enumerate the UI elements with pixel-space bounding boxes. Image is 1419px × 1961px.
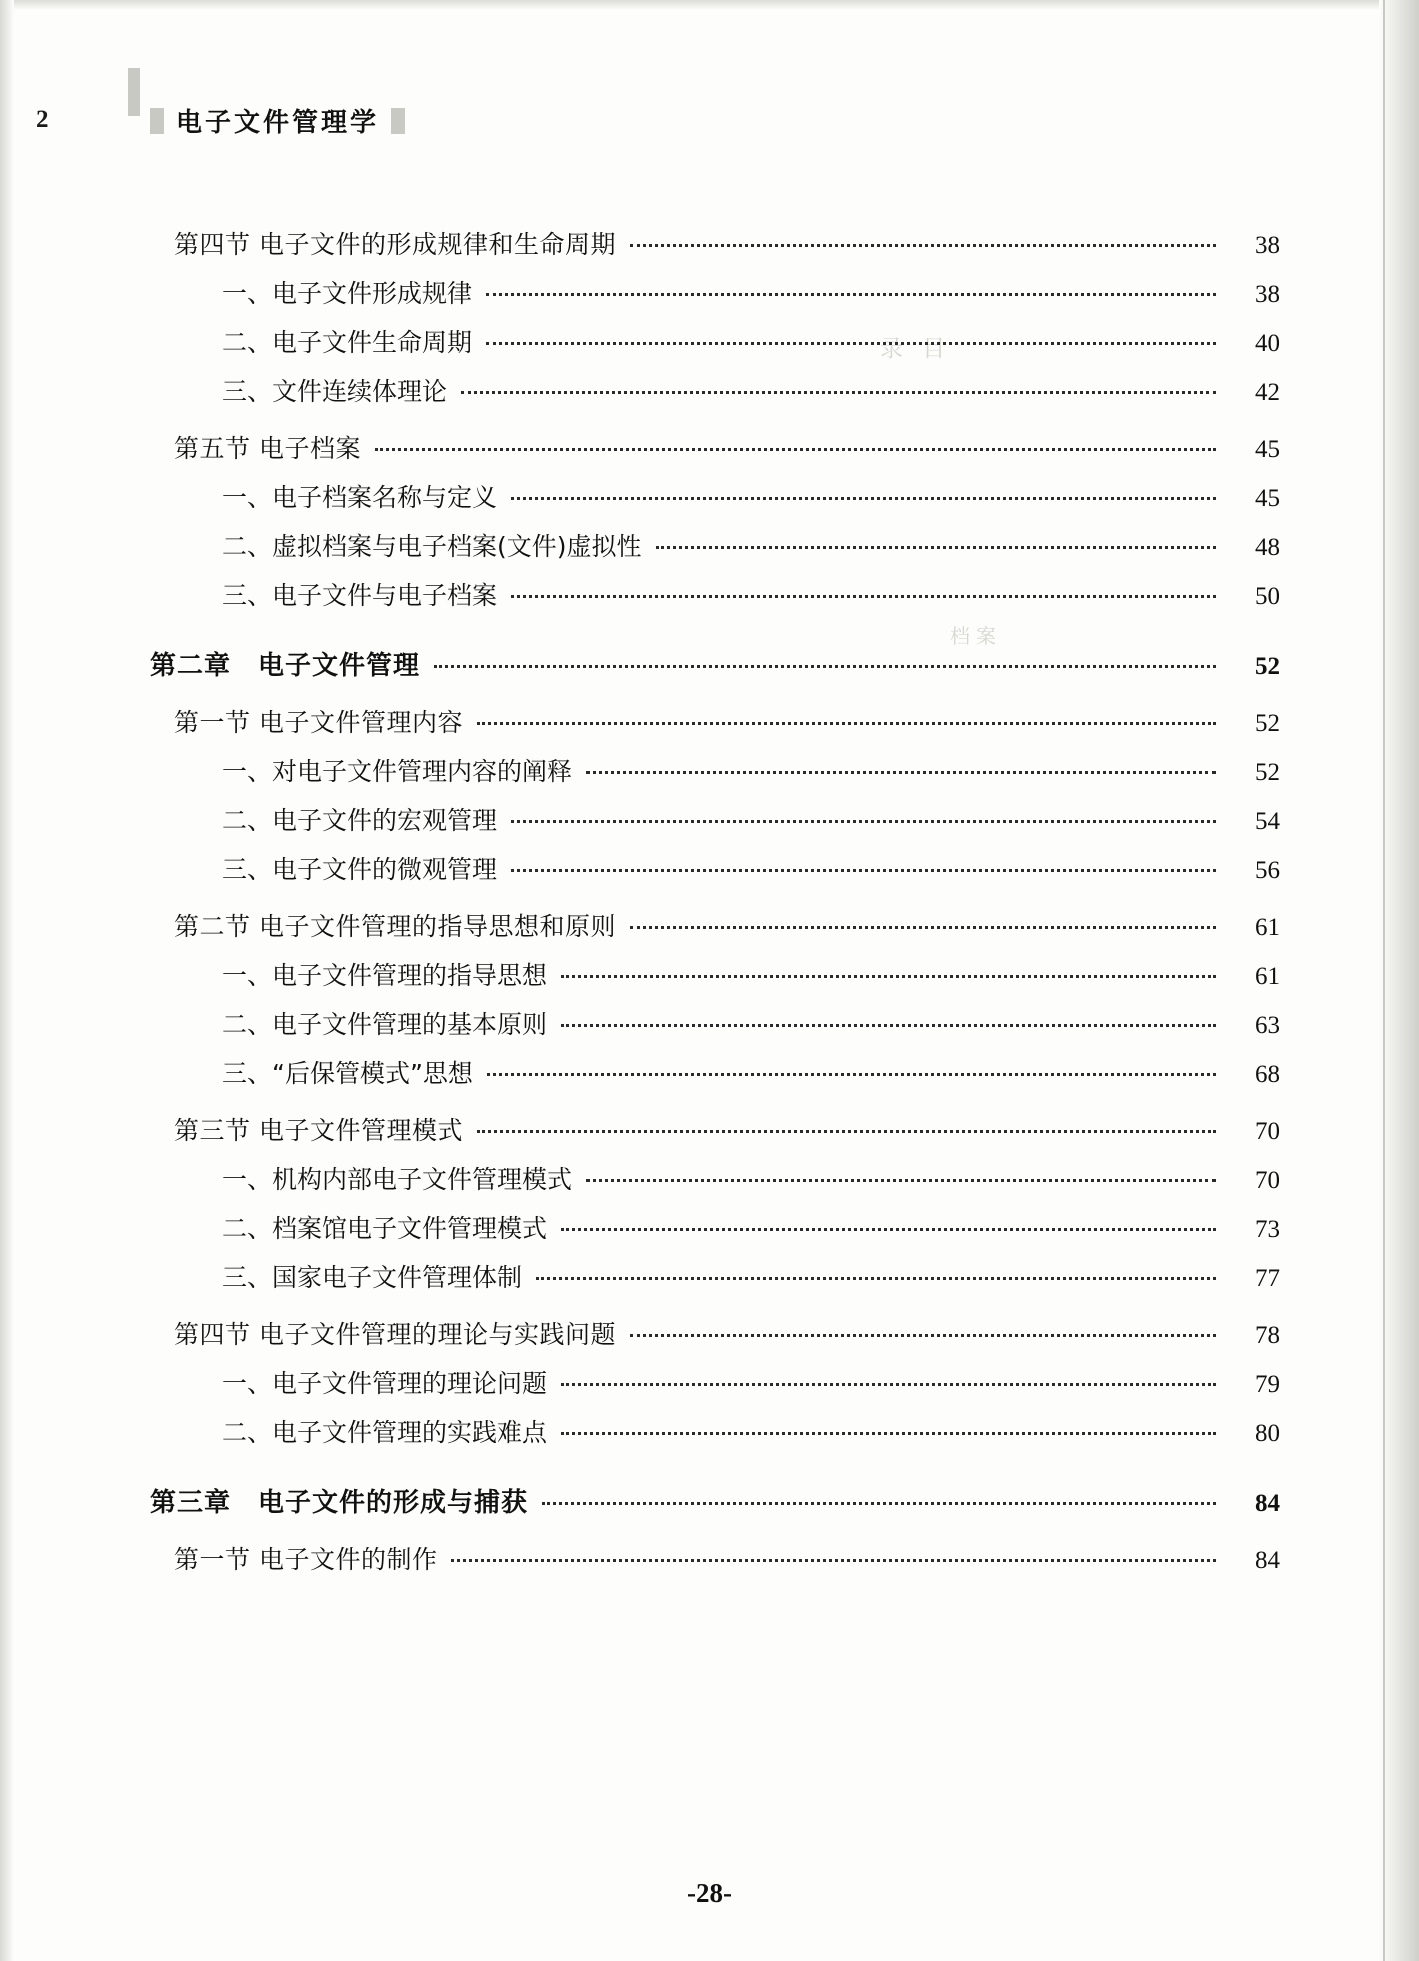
page-edge-top [0, 0, 1419, 10]
toc-entry-page-number: 79 [1255, 1371, 1280, 1398]
toc-entry-label: 一、对电子文件管理内容的阐释 [222, 757, 573, 786]
running-head-bar-left [150, 108, 164, 134]
toc-entry[interactable] [222, 1420, 1280, 1446]
toc-entry-page-number: 38 [1255, 232, 1280, 259]
toc-entry-label: 第三章 电子文件的形成与捕获 [150, 1488, 529, 1518]
toc-entry-page-number: 61 [1255, 963, 1280, 990]
toc-leader-dots [486, 342, 1216, 345]
toc-entry[interactable] [222, 379, 1280, 405]
toc-entry-page-number: 52 [1255, 759, 1280, 786]
toc-spacer [150, 462, 1280, 485]
toc-spacer [150, 834, 1280, 857]
running-head [150, 102, 405, 139]
toc-entry[interactable] [150, 1490, 1280, 1516]
toc-spacer [150, 1291, 1280, 1322]
toc-leader-dots [630, 926, 1216, 929]
toc-entry[interactable] [222, 1371, 1280, 1397]
toc-entry[interactable] [222, 759, 1280, 785]
toc-spacer [150, 736, 1280, 759]
toc-entry-label: 二、电子文件管理的基本原则 [222, 1010, 548, 1039]
toc-entry-page-number: 77 [1255, 1265, 1280, 1292]
toc-spacer [150, 1193, 1280, 1216]
toc-entry[interactable] [174, 1118, 1280, 1144]
toc-entry-page-number: 73 [1255, 1216, 1280, 1243]
toc-leader-dots [461, 391, 1216, 394]
toc-spacer [150, 258, 1280, 281]
toc-leader-dots [434, 665, 1216, 668]
toc-entry-label: 三、文件连续体理论 [222, 377, 448, 406]
toc-entry-label: 一、电子文件管理的理论问题 [222, 1369, 548, 1398]
toc-entry-page-number: 50 [1255, 583, 1280, 610]
toc-entry[interactable] [150, 653, 1280, 679]
toc-entry-page-number: 68 [1255, 1061, 1280, 1088]
toc-entry-page-number: 70 [1255, 1118, 1280, 1145]
toc-entry-page-number: 63 [1255, 1012, 1280, 1039]
toc-spacer [150, 356, 1280, 379]
toc-entry-page-number: 42 [1255, 379, 1280, 406]
toc-entry[interactable] [174, 1547, 1280, 1573]
toc-entry-page-number: 70 [1255, 1167, 1280, 1194]
toc-leader-dots [511, 595, 1216, 598]
toc-spacer [150, 307, 1280, 330]
toc-leader-dots [656, 546, 1216, 549]
toc-spacer [150, 785, 1280, 808]
toc-entry-page-number: 40 [1255, 330, 1280, 357]
running-head-bar-right [391, 108, 405, 134]
table-of-contents [150, 232, 1280, 1573]
toc-entry-label: 三、“后保管模式”思想 [222, 1059, 473, 1088]
toc-entry-label: 第五节 电子档案 [174, 434, 361, 463]
toc-entry[interactable] [174, 436, 1280, 462]
toc-entry-page-number: 80 [1255, 1420, 1280, 1447]
toc-entry[interactable] [222, 1265, 1280, 1291]
toc-entry-label: 第三节 电子文件管理模式 [174, 1116, 463, 1145]
page-footer-number: -28- [687, 1878, 732, 1908]
toc-entry-label: 二、电子文件的宏观管理 [222, 806, 498, 835]
toc-spacer [150, 560, 1280, 583]
toc-entry[interactable] [174, 232, 1280, 258]
toc-entry[interactable] [222, 1216, 1280, 1242]
toc-entry-page-number: 48 [1255, 534, 1280, 561]
toc-entry-label: 第一节 电子文件管理内容 [174, 708, 463, 737]
showthrough-ghost-text: 档案 [950, 624, 1002, 648]
toc-spacer [150, 1144, 1280, 1167]
toc-spacer [150, 1397, 1280, 1420]
toc-spacer [150, 405, 1280, 436]
toc-leader-dots [477, 722, 1216, 725]
toc-spacer [150, 511, 1280, 534]
toc-entry-label: 一、电子文件管理的指导思想 [222, 961, 548, 990]
toc-leader-dots [561, 1024, 1216, 1027]
toc-entry-page-number: 61 [1255, 914, 1280, 941]
toc-entry[interactable] [174, 1322, 1280, 1348]
header-decor-block [128, 68, 140, 116]
toc-leader-dots [511, 497, 1216, 500]
folio-number: 2 [36, 106, 49, 133]
toc-entry[interactable] [222, 281, 1280, 307]
toc-entry-label: 第四节 电子文件管理的理论与实践问题 [174, 1320, 616, 1349]
toc-entry[interactable] [222, 857, 1280, 883]
toc-entry[interactable] [222, 1167, 1280, 1193]
toc-entry-page-number: 84 [1255, 1490, 1280, 1517]
toc-leader-dots [486, 293, 1216, 296]
toc-leader-dots [536, 1277, 1216, 1280]
toc-entry-page-number: 84 [1255, 1547, 1280, 1574]
toc-entry-label: 二、档案馆电子文件管理模式 [222, 1214, 548, 1243]
toc-leader-dots [451, 1559, 1216, 1562]
page-edge-rule [1383, 0, 1385, 1961]
toc-entry[interactable] [222, 1061, 1280, 1087]
page-edge-right [1379, 0, 1419, 1961]
toc-leader-dots [487, 1073, 1216, 1076]
toc-leader-dots [561, 1228, 1216, 1231]
toc-entry[interactable] [222, 808, 1280, 834]
toc-entry-label: 三、电子文件与电子档案 [222, 581, 498, 610]
toc-entry[interactable] [222, 485, 1280, 511]
toc-spacer [150, 609, 1280, 653]
toc-entry-label: 一、电子文件形成规律 [222, 279, 473, 308]
toc-entry[interactable] [222, 534, 1280, 560]
toc-leader-dots [542, 1502, 1216, 1505]
toc-leader-dots [375, 448, 1216, 451]
toc-leader-dots [511, 820, 1216, 823]
toc-entry-label: 第二节 电子文件管理的指导思想和原则 [174, 912, 616, 941]
toc-entry[interactable] [174, 914, 1280, 940]
toc-entry-label: 第四节 电子文件的形成规律和生命周期 [174, 230, 616, 259]
toc-spacer [150, 989, 1280, 1012]
toc-entry-page-number: 45 [1255, 436, 1280, 463]
toc-spacer [150, 679, 1280, 710]
toc-spacer [150, 1038, 1280, 1061]
page-header [0, 68, 1419, 138]
toc-entry-label: 第一节 电子文件的制作 [174, 1545, 438, 1574]
toc-entry-page-number: 45 [1255, 485, 1280, 512]
toc-entry[interactable] [222, 1012, 1280, 1038]
toc-entry-page-number: 54 [1255, 808, 1280, 835]
page-edge-left [0, 0, 14, 1961]
toc-entry-label: 二、电子文件管理的实践难点 [222, 1418, 548, 1447]
toc-leader-dots [561, 1383, 1216, 1386]
toc-entry-page-number: 52 [1255, 653, 1280, 680]
toc-entry-page-number: 52 [1255, 710, 1280, 737]
toc-entry-page-number: 56 [1255, 857, 1280, 884]
toc-entry[interactable] [222, 583, 1280, 609]
toc-spacer [150, 1242, 1280, 1265]
toc-leader-dots [561, 975, 1216, 978]
toc-entry-label: 一、机构内部电子文件管理模式 [222, 1165, 573, 1194]
toc-spacer [150, 1516, 1280, 1547]
toc-entry[interactable] [222, 963, 1280, 989]
toc-leader-dots [511, 869, 1216, 872]
toc-leader-dots [586, 771, 1216, 774]
toc-leader-dots [561, 1432, 1216, 1435]
running-head-title: 电子文件管理学 [176, 108, 380, 138]
toc-spacer [150, 1087, 1280, 1118]
showthrough-ghost-text: 录 目 [880, 336, 952, 362]
toc-spacer [150, 940, 1280, 963]
toc-entry-page-number: 38 [1255, 281, 1280, 308]
toc-entry-label: 一、电子档案名称与定义 [222, 483, 498, 512]
toc-spacer [150, 1446, 1280, 1490]
toc-entry-label: 三、国家电子文件管理体制 [222, 1263, 523, 1292]
toc-entry-page-number: 78 [1255, 1322, 1280, 1349]
toc-entry-label: 二、虚拟档案与电子档案(文件)虚拟性 [222, 532, 642, 561]
toc-spacer [150, 1348, 1280, 1371]
toc-entry-label: 三、电子文件的微观管理 [222, 855, 498, 884]
toc-leader-dots [630, 1334, 1216, 1337]
toc-leader-dots [477, 1130, 1216, 1133]
toc-entry-label: 二、电子文件生命周期 [222, 328, 473, 357]
toc-leader-dots [630, 244, 1216, 247]
toc-entry[interactable] [222, 330, 1280, 356]
toc-entry[interactable] [174, 710, 1280, 736]
toc-entry-label: 第二章 电子文件管理 [150, 651, 421, 681]
toc-leader-dots [586, 1179, 1216, 1182]
toc-spacer [150, 883, 1280, 914]
